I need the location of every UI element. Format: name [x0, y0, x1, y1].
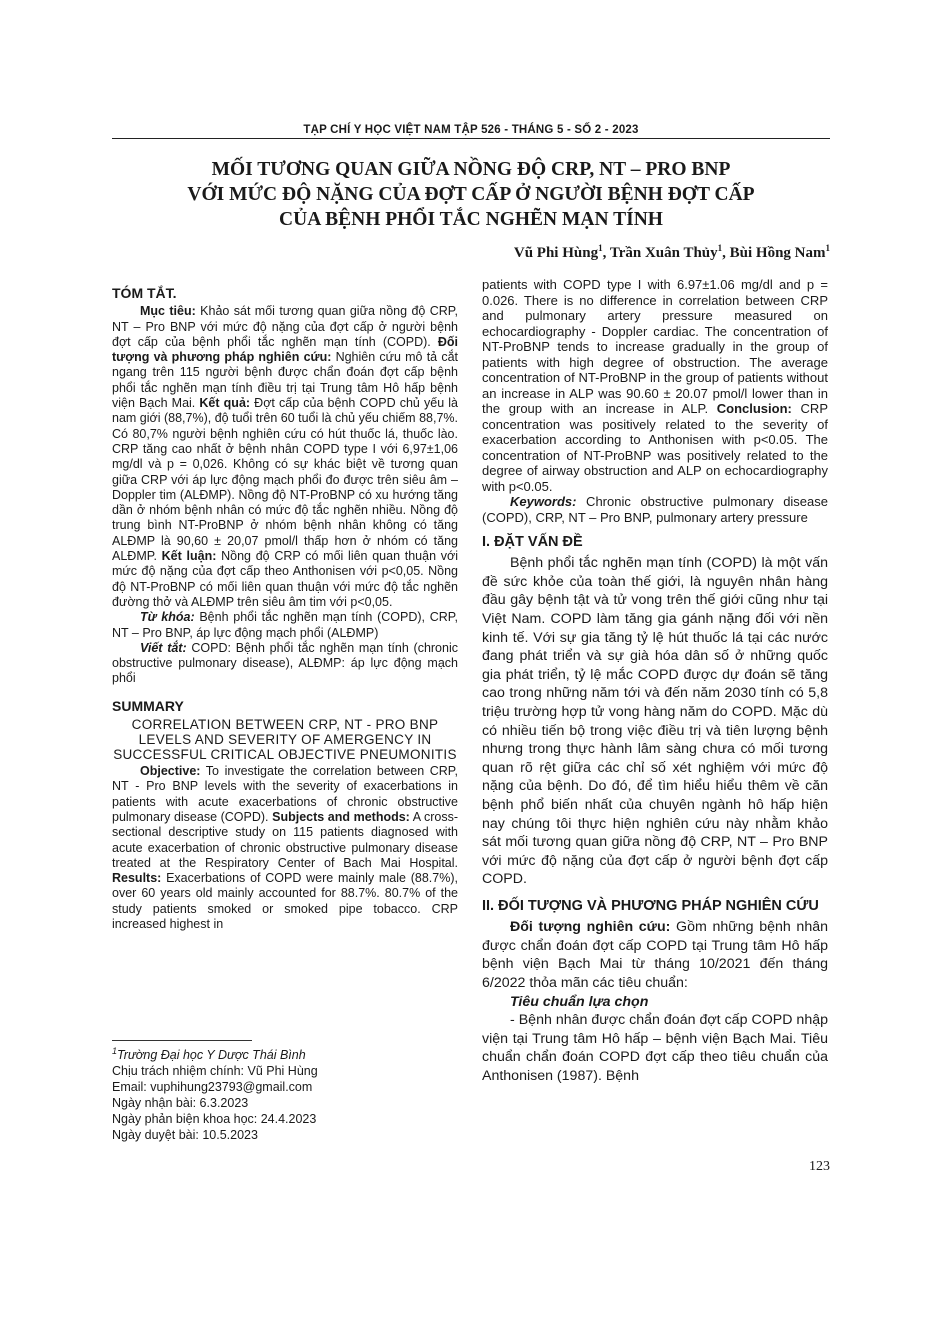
results-label: Kết quả: [199, 396, 251, 411]
header-divider [112, 138, 830, 139]
abstract-heading: TÓM TẮT. [112, 285, 177, 301]
summary-objective-label: Objective: [140, 764, 201, 779]
abbreviations [112, 641, 458, 687]
summary-results-text: Exacerbations of COPD were mainly male (88.7%), over 60 years old mainly accounted for 88.7%. 80.7% of the study patients smoked or smoked pipe tobacco. CRP increased highest in [112, 871, 458, 931]
footnote-line: Ngày phản biện khoa học: 24.4.2023 [112, 1112, 317, 1126]
keywords-vn [112, 610, 458, 641]
author-separator: , [602, 245, 610, 261]
summary-results-continued: patients with COPD type I with 6.97±1.06 mg/dl and p = 0.026. There is no difference in correlation between CRP and pulmonary artery pressure measured on echocardiography - Doppler cardiac. The concentration of NT-ProBNP tends to increase gradually in the group of patients with high degree of obstruction. The average concentration of NT-ProBNP in the group of patients without an increase in ALP was 90.60 ± 20.07 pmol/l lower than in the group with an increase in ALP. [482, 277, 828, 416]
summary-subjects-label: Subjects and methods: [272, 809, 410, 824]
subjects-description: Gồm những bệnh nhân được chẩn đoán đợt cấp COPD tại Trung tâm Hô hấp bệnh viện Bạch Mai từ tháng 10/2021 đến tháng 6/2022 thỏa mãn các tiêu chuẩn: [482, 919, 828, 992]
section-paragraph [482, 918, 828, 992]
journal-header: TẠP CHÍ Y HỌC VIỆT NAM TẬP 526 - THÁNG 5 - SỐ 2 - 2023 [303, 124, 639, 136]
left-column [112, 280, 458, 932]
abbreviations-label: Viết tắt: [140, 640, 187, 655]
keywords-en [482, 494, 828, 525]
summary-body [112, 764, 458, 932]
objective-label: Mục tiêu: [140, 304, 196, 319]
subjects-label: Đối tượng và phương pháp nghiên cứu: [112, 334, 458, 365]
title-line: MỐI TƯƠNG QUAN GIỮA NỒNG ĐỘ CRP, NT – PRO BNP [211, 159, 731, 180]
summary-heading: SUMMARY [112, 697, 184, 714]
author-list [514, 245, 830, 262]
author-name: Bùi Hồng Nam [729, 245, 826, 261]
abbreviations-text: COPD: Bệnh phổi tắc nghẽn mạn tính (chronic obstructive pulmonary disease), ALĐMP: áp lực động mạch phổi [112, 640, 458, 686]
conclusion-text: Nồng độ CRP có mối liên quan thuận với mức độ nặng của đợt cấp theo Anthonisen với p<0,05. Nồng độ NT-ProBNP có mối liên quan thuận với mức độ tắc nghẽn đường thở và ALĐMP trên siêu âm tim với p<0,05. [112, 549, 458, 609]
affiliation-text: Trường Đại học Y Dược Thái Bình [117, 1048, 306, 1062]
author-name: Trần Xuân Thủy [609, 245, 718, 261]
title-line: CỦA BỆNH PHỔI TẮC NGHẼN MẠN TÍNH [279, 209, 663, 230]
summary-subjects-text: A cross-sectional descriptive study on 115 patients diagnosed with acute exacerbation of chronic obstructive pulmonary disease treated at the Respiratory Center of Bach Mai Hospital. [112, 809, 458, 870]
subjects-text: Nghiên cứu mô tả cắt ngang trên 115 người bệnh được chẩn đoán đợt cấp bệnh phổi tắc nghẽn mạn tính điều trị tại Trung tâm Hô hấp bệnh viện Bạch Mai. [112, 350, 459, 411]
author-name: Vũ Phi Hùng [513, 245, 599, 261]
page-number: 123 [809, 1159, 830, 1174]
affiliation-footnote [112, 1047, 318, 1063]
affiliation-mark: 1 [112, 1045, 118, 1056]
subjects-heading: Đối tượng nghiên cứu: [510, 919, 671, 936]
conclusion-label: Kết luận: [161, 549, 217, 564]
summary-conclusion-label: Conclusion: [716, 401, 792, 416]
summary-conclusion-text: CRP concentration was positively related to the severity of exacerbation according to Anthonisen with p<0.05. The concentration of NT-ProBNP was positively related to the degree of airway obstruction and ALP on echocardiography with p<0.05. [482, 401, 828, 494]
author-affiliation-mark: 1 [717, 243, 723, 253]
abstract-body [112, 304, 458, 610]
footnote-line: Email: vuphihung23793@gmail.com [112, 1080, 313, 1094]
summary-keywords-label: Keywords: [510, 494, 577, 509]
right-column [482, 277, 828, 1086]
criteria-heading: Tiêu chuẩn lựa chọn [510, 993, 649, 1010]
author-affiliation-mark: 1 [598, 243, 603, 253]
author-separator: , [722, 245, 730, 261]
footnote-line: Ngày duyệt bài: 10.5.2023 [112, 1128, 258, 1142]
keywords-label: Từ khóa: [140, 610, 195, 625]
section-heading: II. ĐỐI TƯỢNG VÀ PHƯƠNG PHÁP NGHIÊN CỨU [482, 897, 819, 914]
summary-results-label: Results: [112, 871, 162, 886]
criteria-text: - Bệnh nhân được chẩn đoán đợt cấp COPD nhập viện tại Trung tâm Hô hấp – bệnh viện Bạch Mai. Tiêu chuẩn chẩn đoán COPD đợt cấp theo tiêu chuẩn của Anthonisen (1987). Bệnh [482, 1012, 828, 1085]
footnote-line: Chịu trách nhiệm chính: Vũ Phi Hùng [112, 1064, 318, 1078]
footnote-divider [112, 1040, 252, 1041]
article-title [112, 157, 830, 232]
objective-text: Khảo sát mối tương quan giữa nồng độ CRP, NT – Pro BNP với mức độ nặng của đợt cấp ở người bệnh đợt cấp của bệnh phổi tắc nghẽn mạn tính (COPD). [112, 304, 459, 349]
results-text: Đợt cấp của bệnh COPD chủ yếu là nam giới (88,7%), độ tuổi trên 60 tuổi là chủ yếu chiếm 88,7%. Có 80,7% người bệnh nghiên cứu có hút thuốc lá, thuốc lào. CRP tăng cao nhất ở bệnh nhân COPD type I với 6,97±1,06 mg/dl và p = 0,026. Không có sự khác biệt về tương quan giữa CRP với áp lực động mạch phổi đo được trên siêu âm – Doppler tim (ALĐMP). Nồng độ NT-ProBNP có xu hướng tăng dần ở nhóm bệnh nhân có mức độ tắc nghẽn nhiều. Nồng độ trung bình NT-ProBNP ở nhóm bệnh nhân không có tăng ALĐMP là 90,60 ± 20,07 pmol/l thấp hơn ở nhóm có tăng ALĐMP. [112, 396, 458, 564]
section-paragraph: Bệnh phổi tắc nghẽn mạn tính (COPD) là một vấn đề sức khỏe của toàn thế giới, là nguyên nhân hàng đầu gây bệnh tật và tử vong trên thế giới cũng như tại Việt Nam. COPD làm tăng gia gánh nặng đối với nền kinh tế. Với sự gia tăng tỷ lệ hút thuốc lá tại các nước đang phát triển và sự già hóa dân số ở những quốc gia phát triển, tỷ lệ mắc COPD được dự đoán sẽ tăng cao trong những năm tới và đến năm 2030 tính có 5,8 triệu trường hợp tử vong hàng năm do COPD. Mặc dù có nhiều tiến bộ trong việc điều trị và tiên lượng bệnh nhưng trong thực hành lâm sàng chưa có mối tương quan rõ rệt giữa các chỉ số xét nghiệm với mức độ nặng của bệnh. Do đó, để tìm hiểu hiểu thêm về căn bệnh phổ biến nhất của chuyên ngành hô hấp hiện nay chúng tôi thực hiện nghiên cứu này nhằm khảo sát mối tương quan giữa nồng độ CRP, NT – Pro BNP với mức độ nặng của đợt cấp ở người bệnh đợt cấp COPD. [482, 555, 828, 888]
summary-title: CORRELATION BETWEEN CRP, NT - PRO BNP LEVELS AND SEVERITY OF AMERGENCY IN SUCCESSFUL CRITICAL OBJECTIVE PNEUMONITIS [113, 717, 457, 763]
footnotes [112, 1047, 318, 1143]
summary-objective-text: To investigate the correlation between CRP, NT - Pro BNP levels with the severity of exacerbations in patients with acute exacerbations of chronic obstructive pulmonary disease (COPD). [112, 764, 458, 824]
summary-keywords-text: Chronic obstructive pulmonary disease (COPD), CRP, NT – Pro BNP, pulmonary artery pressure [482, 494, 828, 525]
title-line: VỚI MỨC ĐỘ NẶNG CỦA ĐỢT CẤP Ở NGƯỜI BỆNH ĐỢT CẤP [187, 184, 755, 205]
summary-body-continued [482, 277, 828, 494]
author-affiliation-mark: 1 [825, 243, 830, 253]
keywords-text: Bệnh phổi tắc nghẽn mạn tính (COPD), CRP, NT – Pro BNP, áp lực động mạch phổi (ALĐMP) [112, 610, 458, 640]
footnote-line: Ngày nhận bài: 6.3.2023 [112, 1096, 249, 1110]
section-heading: I. ĐẶT VẤN ĐỀ [482, 534, 583, 550]
